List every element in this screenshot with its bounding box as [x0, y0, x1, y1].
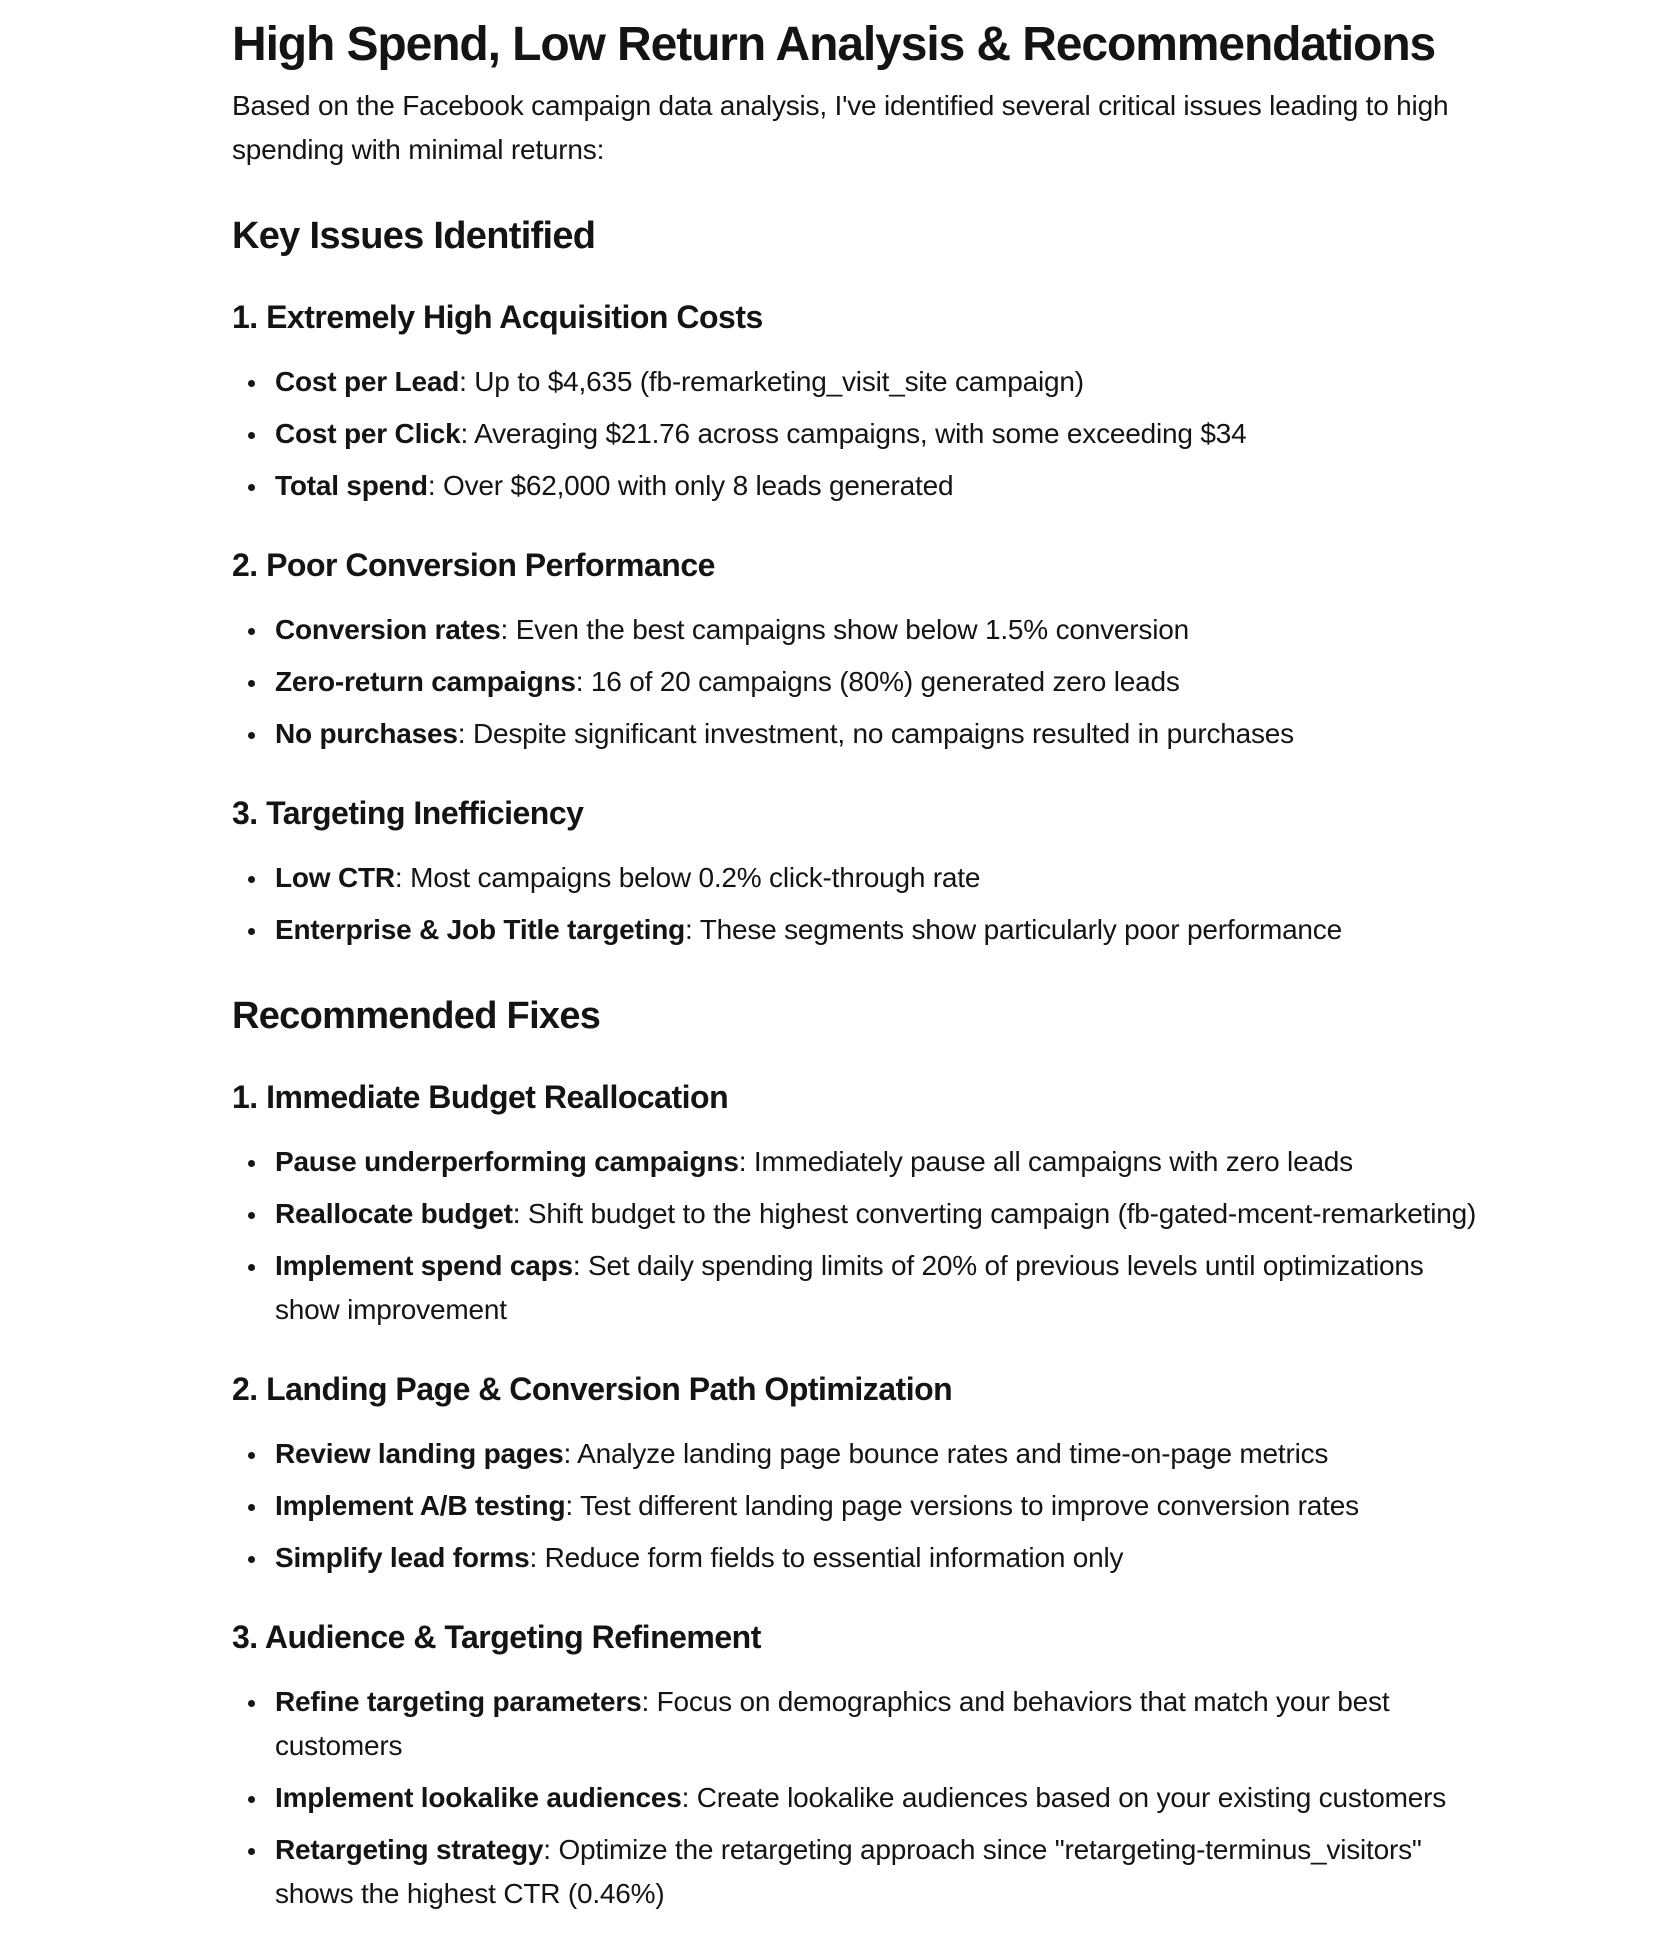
bullet-item — [269, 712, 1494, 756]
bullet-item — [269, 1192, 1494, 1236]
bullet-label: Conversion rates — [275, 614, 501, 645]
bullet-list-acquisition-costs — [232, 360, 1494, 508]
bullet-label: Reallocate budget — [275, 1198, 513, 1229]
bullet-text: : Immediately pause all campaigns with zero leads — [738, 1146, 1353, 1177]
bullet-item — [269, 360, 1494, 404]
bullet-text: : Test different landing page versions to improve conversion rates — [565, 1490, 1359, 1521]
bullet-item — [269, 1432, 1494, 1476]
section-heading-recommended-fixes: Recommended Fixes — [232, 995, 601, 1037]
bullet-text: : These segments show particularly poor performance — [685, 914, 1342, 945]
bullet-label: Cost per Lead — [275, 366, 460, 397]
bullet-text: : Set daily spending limits of 20% of previous levels until optimizations show improvement — [275, 1250, 1424, 1325]
bullet-item — [269, 608, 1494, 652]
subsection-heading-landing-page-optimization: 2. Landing Page & Conversion Path Optimization — [232, 1371, 953, 1407]
bullet-label: Cost per Click — [275, 418, 461, 449]
bullet-label: Refine targeting parameters — [275, 1686, 642, 1717]
bullet-item — [269, 856, 1494, 900]
bullet-text: : Averaging $21.76 across campaigns, with some exceeding $34 — [460, 418, 1247, 449]
bullet-item — [269, 1484, 1494, 1528]
bullet-label: Low CTR — [275, 862, 395, 893]
bullet-list-conversion-performance — [232, 608, 1494, 756]
bullet-label: Implement A/B testing — [275, 1490, 566, 1521]
bullet-label: Zero-return campaigns — [275, 666, 576, 697]
bullet-item — [269, 1536, 1494, 1580]
bullet-label: Simplify lead forms — [275, 1542, 530, 1573]
bullet-text: : Reduce form fields to essential information only — [529, 1542, 1124, 1573]
subsection-heading-acquisition-costs: 1. Extremely High Acquisition Costs — [232, 299, 763, 335]
bullet-list-budget-reallocation — [232, 1140, 1494, 1332]
bullet-text: : Optimize the retargeting approach since "retargeting-terminus_visitors" shows the highest CTR (0.46%) — [275, 1834, 1422, 1909]
bullet-text: : Even the best campaigns show below 1.5% conversion — [500, 614, 1189, 645]
bullet-label: Pause underperforming campaigns — [275, 1146, 739, 1177]
subsection-heading-audience-refinement: 3. Audience & Targeting Refinement — [232, 1619, 761, 1655]
bullet-item — [269, 1244, 1494, 1332]
subsection-heading-conversion-performance: 2. Poor Conversion Performance — [232, 547, 715, 583]
bullet-text: : Focus on demographics and behaviors that match your best customers — [275, 1686, 1390, 1761]
bullet-text: : 16 of 20 campaigns (80%) generated zero leads — [575, 666, 1180, 697]
subsection-heading-budget-reallocation: 1. Immediate Budget Reallocation — [232, 1079, 729, 1115]
bullet-text: : Analyze landing page bounce rates and time-on-page metrics — [563, 1438, 1329, 1469]
bullet-item — [269, 1140, 1494, 1184]
bullet-label: Total spend — [275, 470, 428, 501]
bullet-item — [269, 1776, 1494, 1820]
bullet-text: : Create lookalike audiences based on your existing customers — [681, 1782, 1447, 1813]
bullet-item — [269, 1680, 1494, 1768]
bullet-text: : Over $62,000 with only 8 leads generated — [427, 470, 954, 501]
document — [0, 15, 1660, 1942]
bullet-text: : Up to $4,635 (fb-remarketing_visit_site campaign) — [459, 366, 1084, 397]
bullet-item — [269, 908, 1494, 952]
bullet-text: : Shift budget to the highest converting campaign (fb-gated-mcent-remarketing) — [512, 1198, 1477, 1229]
bullet-label: Retargeting strategy — [275, 1834, 544, 1865]
subsection-heading-targeting-inefficiency: 3. Targeting Inefficiency — [232, 795, 584, 831]
bullet-label: Review landing pages — [275, 1438, 564, 1469]
bullet-text: : Despite significant investment, no campaigns resulted in purchases — [457, 718, 1294, 749]
bullet-text: : Most campaigns below 0.2% click-through rate — [394, 862, 981, 893]
bullet-label: Implement spend caps — [275, 1250, 573, 1281]
bullet-list-audience-refinement — [232, 1680, 1494, 1916]
bullet-label: Enterprise & Job Title targeting — [275, 914, 686, 945]
section-heading-key-issues: Key Issues Identified — [232, 215, 596, 257]
bullet-item — [269, 1828, 1494, 1916]
bullet-label: Implement lookalike audiences — [275, 1782, 682, 1813]
bullet-label: No purchases — [275, 718, 458, 749]
bullet-item — [269, 412, 1494, 456]
bullet-item — [269, 660, 1494, 704]
page-title: High Spend, Low Return Analysis & Recommendations — [232, 18, 1436, 71]
intro-paragraph: Based on the Facebook campaign data analysis, I've identified several critical issues leading to high spending with minimal returns: — [232, 90, 1449, 165]
bullet-list-landing-page-optimization — [232, 1432, 1494, 1580]
bullet-item — [269, 464, 1494, 508]
bullet-list-targeting-inefficiency — [232, 856, 1494, 952]
